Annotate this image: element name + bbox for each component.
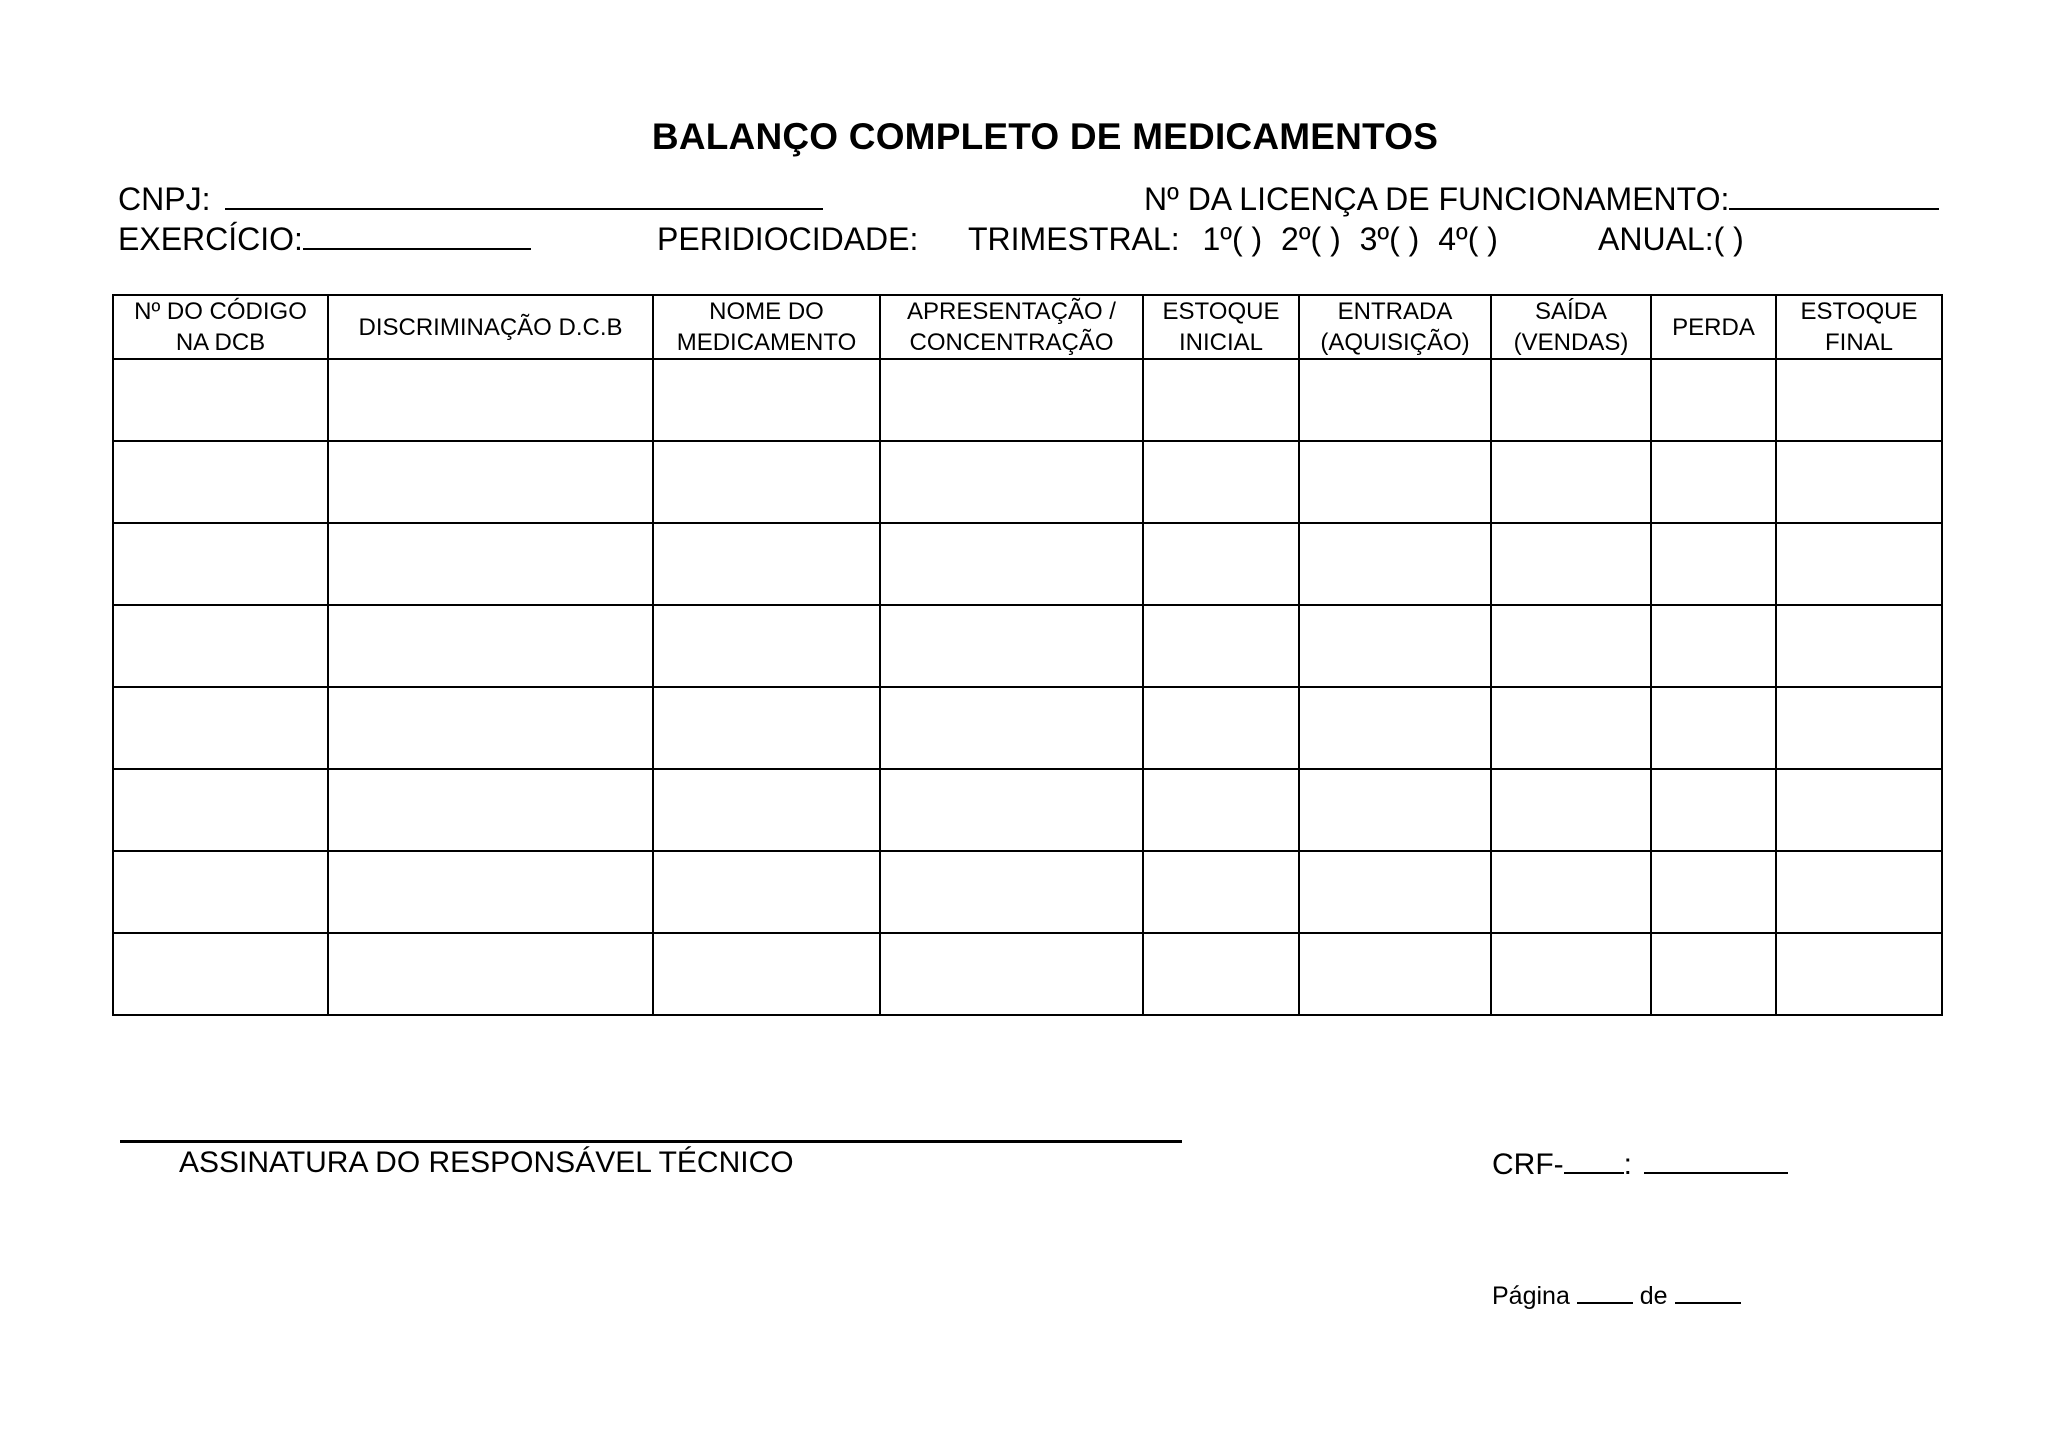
table-cell[interactable] (1143, 851, 1299, 933)
table-cell[interactable] (328, 851, 653, 933)
table-cell[interactable] (880, 769, 1143, 851)
table-cell[interactable] (653, 851, 880, 933)
exercicio-field (118, 220, 531, 258)
crf-separator: : (1623, 1148, 1632, 1181)
crf-state-blank[interactable] (1564, 1146, 1624, 1174)
table-cell[interactable] (1143, 769, 1299, 851)
table-cell[interactable] (1776, 769, 1942, 851)
table-cell[interactable] (1143, 605, 1299, 687)
table-cell[interactable] (1143, 441, 1299, 523)
trimestral-label: TRIMESTRAL: (968, 221, 1180, 257)
page-total-blank[interactable] (1675, 1280, 1741, 1304)
table-cell[interactable] (653, 769, 880, 851)
table-cell[interactable] (1776, 687, 1942, 769)
table-cell[interactable] (113, 441, 328, 523)
table-row (113, 933, 1942, 1015)
page-number-field (1492, 1280, 1741, 1311)
table-cell[interactable] (653, 441, 880, 523)
table-cell[interactable] (1651, 933, 1776, 1015)
table-cell[interactable] (1651, 441, 1776, 523)
table-cell[interactable] (1776, 523, 1942, 605)
table-cell[interactable] (653, 933, 880, 1015)
table-cell[interactable] (880, 359, 1143, 441)
table-cell[interactable] (1299, 851, 1491, 933)
table-cell[interactable] (113, 359, 328, 441)
table-row (113, 687, 1942, 769)
col-header-codigo: Nº DO CÓDIGO NA DCB (113, 295, 328, 359)
table-cell[interactable] (1491, 769, 1651, 851)
table-cell[interactable] (1651, 769, 1776, 851)
col-header-saida: SAÍDA (VENDAS) (1491, 295, 1651, 359)
table-cell[interactable] (328, 933, 653, 1015)
licenca-field (1144, 180, 1939, 218)
col-header-estoque-final: ESTOQUE FINAL (1776, 295, 1942, 359)
table-cell[interactable] (880, 687, 1143, 769)
table-row (113, 359, 1942, 441)
col-header-apresentacao: APRESENTAÇÃO / CONCENTRAÇÃO (880, 295, 1143, 359)
table-row (113, 605, 1942, 687)
trimestral-field (968, 220, 1498, 258)
table-cell[interactable] (1776, 441, 1942, 523)
de-label: de (1639, 1282, 1668, 1310)
cnpj-field (118, 180, 823, 218)
table-cell[interactable] (880, 441, 1143, 523)
col-header-perda: PERDA (1651, 295, 1776, 359)
table-cell[interactable] (1651, 359, 1776, 441)
table-cell[interactable] (328, 687, 653, 769)
table-cell[interactable] (880, 523, 1143, 605)
table-cell[interactable] (113, 851, 328, 933)
table-cell[interactable] (1776, 359, 1942, 441)
table-row (113, 523, 1942, 605)
table-cell[interactable] (653, 605, 880, 687)
periodicidade-label: PERIDIOCIDADE: (657, 221, 919, 257)
table-cell[interactable] (1491, 851, 1651, 933)
pagina-label: Página (1492, 1282, 1570, 1310)
table-cell[interactable] (113, 687, 328, 769)
table-cell[interactable] (1299, 441, 1491, 523)
table-cell[interactable] (113, 769, 328, 851)
quarter-2-checkbox[interactable]: 2º( ) (1281, 221, 1341, 257)
table-cell[interactable] (328, 441, 653, 523)
col-header-nome: NOME DO MEDICAMENTO (653, 295, 880, 359)
table-cell[interactable] (1491, 933, 1651, 1015)
crf-number-blank[interactable] (1644, 1146, 1788, 1174)
table-cell[interactable] (653, 523, 880, 605)
table-cell[interactable] (113, 605, 328, 687)
table-row (113, 851, 1942, 933)
medication-table (112, 294, 1943, 1016)
col-header-entrada: ENTRADA (AQUISIÇÃO) (1299, 295, 1491, 359)
table-cell[interactable] (653, 359, 880, 441)
anual-checkbox[interactable]: ANUAL:( ) (1598, 221, 1744, 257)
table-cell[interactable] (328, 359, 653, 441)
quarter-4-checkbox[interactable]: 4º( ) (1438, 221, 1498, 257)
table-cell[interactable] (1491, 687, 1651, 769)
cnpj-blank[interactable] (225, 180, 823, 210)
table-cell[interactable] (1299, 933, 1491, 1015)
crf-field (1492, 1146, 1788, 1182)
table-cell[interactable] (1651, 687, 1776, 769)
table-row (113, 441, 1942, 523)
exercicio-label: EXERCÍCIO: (118, 221, 303, 257)
table-cell[interactable] (328, 769, 653, 851)
quarter-1-checkbox[interactable]: 1º( ) (1202, 221, 1263, 257)
table-cell[interactable] (1299, 687, 1491, 769)
table-header-row (113, 295, 1942, 359)
signature-label: ASSINATURA DO RESPONSÁVEL TÉCNICO (179, 1146, 794, 1179)
licenca-label: Nº DA LICENÇA DE FUNCIONAMENTO: (1144, 181, 1730, 217)
table-cell[interactable] (113, 933, 328, 1015)
table-row (113, 769, 1942, 851)
col-header-estoque-inicial: ESTOQUE INICIAL (1143, 295, 1299, 359)
table-cell[interactable] (1299, 769, 1491, 851)
table-cell[interactable] (1651, 851, 1776, 933)
table-cell[interactable] (328, 523, 653, 605)
table-cell[interactable] (880, 933, 1143, 1015)
table-cell[interactable] (328, 605, 653, 687)
table-cell[interactable] (1299, 359, 1491, 441)
licenca-blank[interactable] (1729, 180, 1939, 210)
table-cell[interactable] (653, 687, 880, 769)
table-cell[interactable] (1299, 605, 1491, 687)
col-header-discriminacao: DISCRIMINAÇÃO D.C.B (328, 295, 653, 359)
table-cell[interactable] (1143, 523, 1299, 605)
table-cell[interactable] (1143, 359, 1299, 441)
table-cell[interactable] (1776, 605, 1942, 687)
crf-label: CRF- (1492, 1148, 1564, 1181)
page-current-blank[interactable] (1577, 1280, 1633, 1304)
page-title: BALANÇO COMPLETO DE MEDICAMENTOS (651, 116, 1439, 157)
table-cell[interactable] (1491, 523, 1651, 605)
table-cell[interactable] (1143, 687, 1299, 769)
signature-line[interactable] (120, 1140, 1182, 1143)
table-cell[interactable] (1776, 933, 1942, 1015)
exercicio-blank[interactable] (303, 220, 531, 250)
cnpj-label: CNPJ: (118, 181, 211, 217)
table-cell[interactable] (1299, 523, 1491, 605)
table-cell[interactable] (1651, 605, 1776, 687)
quarter-3-checkbox[interactable]: 3º( ) (1359, 221, 1420, 257)
table-cell[interactable] (113, 523, 328, 605)
table-cell[interactable] (1491, 441, 1651, 523)
table-cell[interactable] (1491, 359, 1651, 441)
table-cell[interactable] (880, 851, 1143, 933)
table-cell[interactable] (880, 605, 1143, 687)
table-cell[interactable] (1776, 851, 1942, 933)
table-cell[interactable] (1491, 605, 1651, 687)
table-cell[interactable] (1143, 933, 1299, 1015)
table-cell[interactable] (1651, 523, 1776, 605)
